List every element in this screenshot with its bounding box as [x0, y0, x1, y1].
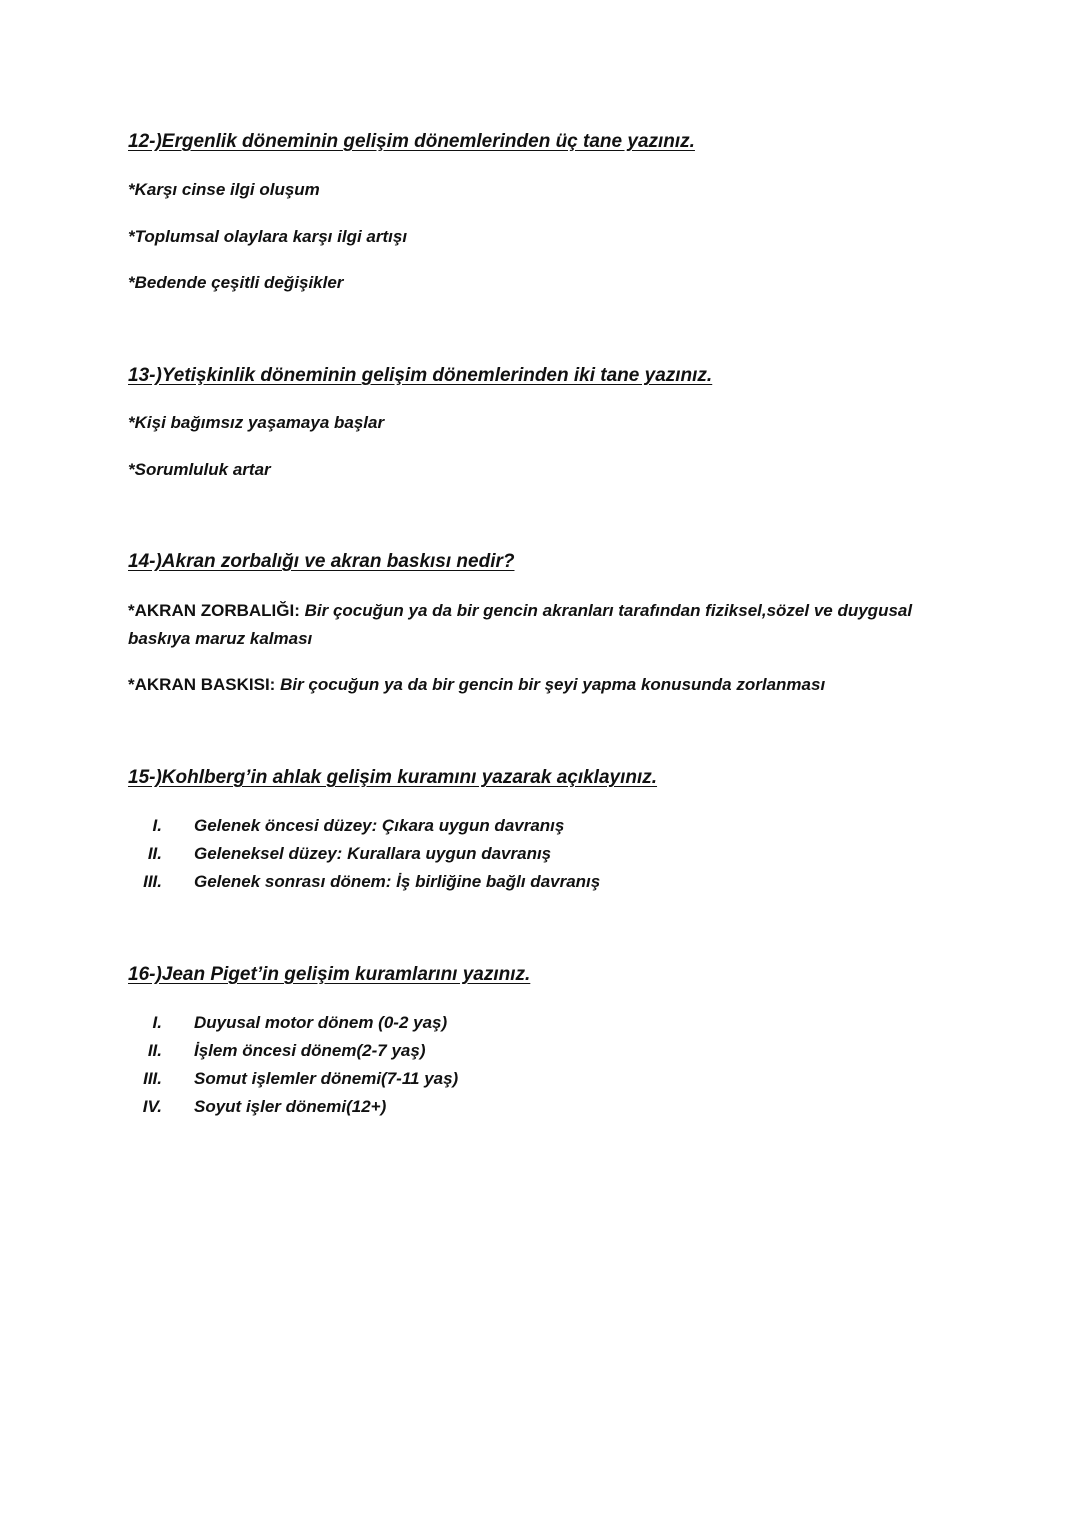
question-13-answer-2: *Sorumluluk artar	[128, 460, 271, 479]
question-12-answer-3: *Bedende çeşitli değişikler	[128, 273, 344, 292]
question-14-title: 14-)Akran zorbalığı ve akran baskısı nedir?	[128, 551, 515, 572]
list-item-number: II.	[147, 844, 162, 863]
list-item-number: III.	[143, 1069, 162, 1088]
question-12-answer-2: *Toplumsal olaylara karşı ilgi artışı	[128, 227, 408, 246]
list-item-number: III.	[143, 872, 162, 891]
definition-term: *AKRAN BASKISI:	[128, 675, 276, 694]
list-item-number: I.	[152, 816, 162, 835]
definition-text: Bir çocuğun ya da bir gencin akranları tarafından fiziksel,sözel ve duygusal baskıya maruz kalması	[128, 601, 913, 648]
list-item-text: Soyut işler dönemi(12+)	[194, 1097, 387, 1116]
question-15-title: 15-)Kohlberg’in ahlak gelişim kuramını yazarak açıklayınız.	[128, 767, 658, 788]
definition-term: *AKRAN ZORBALIĞI:	[128, 601, 300, 620]
definition-akran-zorbaligi	[128, 597, 948, 653]
definition-akran-baskisi	[128, 671, 948, 699]
list-item-text: Geleneksel düzey: Kurallara uygun davranış	[194, 844, 552, 863]
list-item-text: Gelenek sonrası dönem: İş birliğine bağlı davranış	[194, 872, 601, 891]
list-item-text: Duyusal motor dönem (0-2 yaş)	[194, 1013, 448, 1032]
question-16-title: 16-)Jean Piget’in gelişim kuramlarını yazınız.	[128, 964, 531, 985]
list-item-number: I.	[152, 1013, 162, 1032]
definition-text: Bir çocuğun ya da bir gencin bir şeyi yapma konusunda zorlanması	[280, 675, 826, 694]
list-item-text: İşlem öncesi dönem(2-7 yaş)	[194, 1041, 426, 1060]
list-item-number: IV.	[142, 1097, 162, 1116]
question-13-answer-1: *Kişi bağımsız yaşamaya başlar	[128, 413, 385, 432]
question-12-answer-1: *Karşı cinse ilgi oluşum	[128, 180, 320, 199]
question-12-title: 12-)Ergenlik döneminin gelişim dönemlerinden üç tane yazınız.	[128, 131, 695, 152]
question-13-title: 13-)Yetişkinlik döneminin gelişim dönemlerinden iki tane yazınız.	[128, 365, 713, 386]
list-item-text: Gelenek öncesi düzey: Çıkara uygun davranış	[194, 816, 565, 835]
list-item-text: Somut işlemler dönemi(7-11 yaş)	[194, 1069, 459, 1088]
list-item-number: II.	[147, 1041, 162, 1060]
